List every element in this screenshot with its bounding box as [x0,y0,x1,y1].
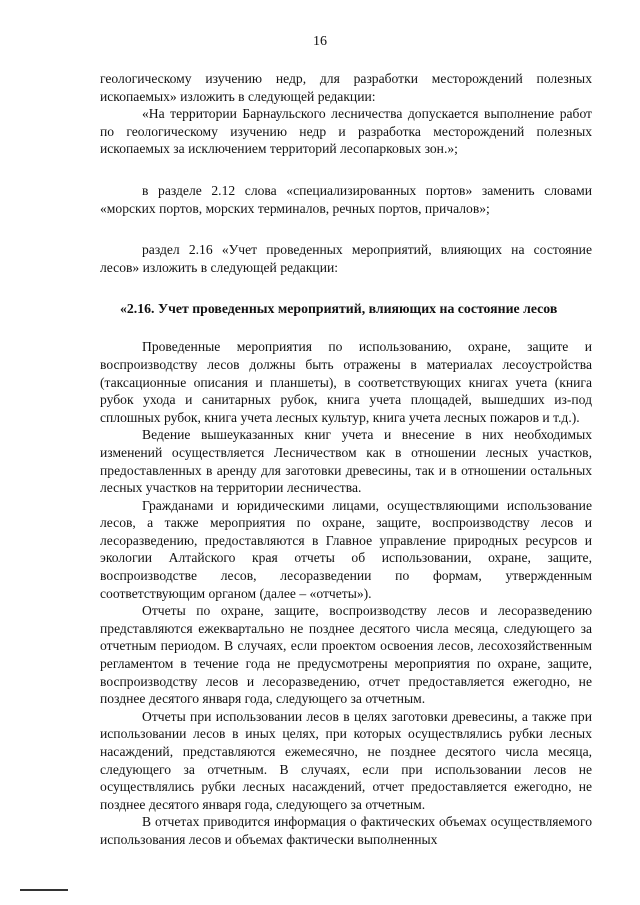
paragraph-monthly-reports: Отчеты при использовании лесов в целях заготовки древесины, а также при использовании лесов в иных целях, при которых осуществлялись рубки лесных насаждений, представляются ежемесячно, не позднее десятого числа месяца, следующего за отчетным. В случаях, если при использовании лесов не осуществлялись рубки лесных насаждений, отчет предоставляется ежегодно, не позднее десятого января года, следующего за отчетным. [100,708,592,812]
paragraph-quote-amendment: «На территории Барнаульского лесничества допускается выполнение работ по геологическому изучению недр и разработка месторождений полезных ископаемых за исключением территорий лесопарковых зон.»; [100,106,592,157]
footer-rule [20,889,68,891]
paragraph-section-2-12: в разделе 2.12 слова «специализированных портов» заменить словами «морских портов, морских терминалов, речных портов, причалов»; [100,182,592,216]
paragraph-record-books: Ведение вышеуказанных книг учета и внесение в них необходимых изменений осуществляется Лесничеством как в отношении лесных участков, предоставленных в аренду для заготовки древесины, так и в отношении остальных лесных участков на территории лесничества. [100,427,592,496]
paragraph-report-content: В отчетах приводится информация о фактических объемах осуществляемого использования лесов и объемах фактически выполненных [100,814,592,847]
page-number: 16 [313,34,327,49]
section-heading: «2.16. Учет проведенных мероприятий, влияющих на состояние лесов [120,301,558,317]
paragraph-continuation: геологическому изучению недр, для разработки месторождений полезных ископаемых» изложить в следующей редакции: [100,71,592,104]
paragraph-measures: Проведенные мероприятия по использованию, охране, защите и воспроизводству лесов должны быть отражены в материалах лесоустройства (таксационные описания и планшеты), в соответствующих книгах учета (книга рубок ухода и санитарных рубок, книга учета площадей, вышедших из-под сплошных рубок, книга учета лесных культур, книга учета лесных пожаров и т.д.). [100,339,592,425]
paragraph-quarterly-reports: Отчеты по охране, защите, воспроизводству лесов и лесоразведению представляются ежеквартально не позднее десятого числа месяца, следующего за отчетным периодом. В случаях, если проектом освоения лесов, лесохозяйственным регламентом в течение года не предусмотрены мероприятия по охране, защите, воспроизводству лесов и лесоразведению, отчет предоставляется ежегодно, не позднее десятого января года, следующего за отчетным. [100,603,592,707]
paragraph-section-2-16: раздел 2.16 «Учет проведенных мероприятий, влияющих на состояние лесов» изложить в следующей редакции: [100,242,592,275]
document-body [100,70,592,849]
paragraph-reports-submission: Гражданами и юридическими лицами, осуществляющими использование лесов, а также мероприятия по охране, защите, воспроизводству лесов и лесоразведению, предоставляются в Главное управление природных ресурсов и экологии Алтайского края отчеты об использовании, охране, защите, воспроизводстве лесов, лесоразведении по формам, утвержденным соответствующим органом (далее – «отчеты»). [100,497,592,601]
